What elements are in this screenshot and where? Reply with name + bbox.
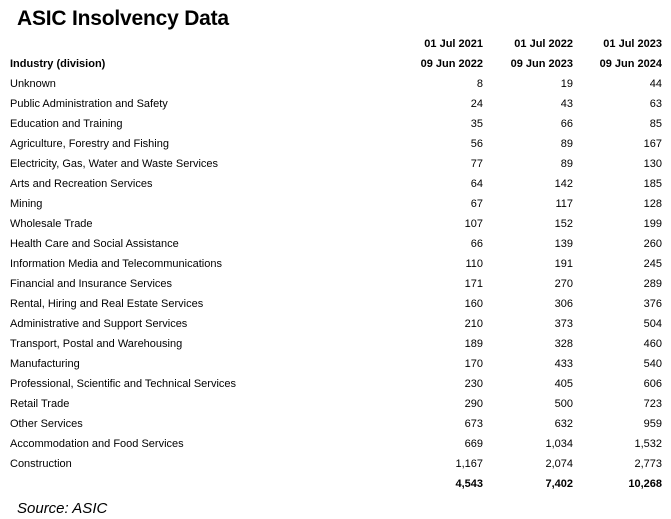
period-2-to: 09 Jun 2023 — [510, 58, 573, 70]
table-row — [10, 434, 662, 454]
period-3-to: 09 Jun 2024 — [599, 58, 662, 70]
period-3-value: 723 — [643, 398, 662, 410]
industry-label: Mining — [10, 198, 43, 210]
industry-label: Accommodation and Food Services — [10, 438, 184, 450]
period-1-value: 107 — [464, 218, 483, 230]
period-3-value: 199 — [643, 218, 662, 230]
period-3-value: 185 — [643, 178, 662, 190]
period-3-value: 460 — [643, 338, 662, 350]
table-row — [10, 194, 662, 214]
totals-label — [10, 474, 395, 494]
period-1-from: 01 Jul 2021 — [424, 38, 483, 50]
period-3-from: 01 Jul 2023 — [603, 38, 662, 50]
period-2-value: 117 — [555, 198, 573, 210]
period-1-value: 1,167 — [455, 458, 483, 470]
table-row — [10, 214, 662, 234]
period-1-value: 110 — [465, 258, 483, 270]
period-3-value: 63 — [649, 98, 662, 110]
period-2-value: 632 — [554, 418, 573, 430]
industry-label: Electricity, Gas, Water and Waste Services — [10, 158, 219, 170]
period-2-value: 152 — [554, 218, 573, 230]
period-3-value: 2,773 — [634, 458, 662, 470]
period-3-value: 245 — [643, 258, 662, 270]
industry-column-header: Industry (division) — [10, 58, 106, 70]
table-row — [10, 314, 662, 334]
table-row — [10, 294, 662, 314]
header-row-to — [10, 54, 662, 74]
table-body — [10, 74, 662, 474]
source-note: Source: ASIC — [17, 500, 108, 517]
period-2-value: 191 — [554, 258, 573, 270]
industry-label: Health Care and Social Assistance — [10, 238, 179, 250]
period-3-value: 130 — [643, 158, 662, 170]
period-3-value: 376 — [643, 298, 662, 310]
totals-row — [10, 474, 662, 494]
table-row — [10, 74, 662, 94]
industry-label: Administrative and Support Services — [10, 318, 188, 330]
period-2-value: 433 — [554, 358, 573, 370]
period-1-value: 170 — [464, 358, 483, 370]
period-1-value: 669 — [464, 438, 483, 450]
table-row — [10, 354, 662, 374]
industry-label: Other Services — [10, 418, 83, 430]
industry-label: Transport, Postal and Warehousing — [10, 338, 183, 350]
period-3-value: 260 — [643, 238, 662, 250]
industry-label: Rental, Hiring and Real Estate Services — [10, 298, 204, 310]
table-row — [10, 114, 662, 134]
total-period-2: 7,402 — [545, 478, 573, 490]
period-1-value: 66 — [470, 238, 483, 250]
period-2-from: 01 Jul 2022 — [514, 38, 573, 50]
period-1-value: 160 — [464, 298, 483, 310]
industry-label: Retail Trade — [10, 398, 70, 410]
industry-label: Manufacturing — [10, 358, 80, 370]
period-2-value: 66 — [560, 118, 573, 130]
period-1-value: 210 — [464, 318, 483, 330]
table-row — [10, 374, 662, 394]
table-row — [10, 414, 662, 434]
period-2-value: 89 — [560, 138, 573, 150]
period-3-value: 128 — [643, 198, 662, 210]
period-2-value: 142 — [554, 178, 573, 190]
period-1-value: 673 — [464, 418, 483, 430]
period-3-value: 85 — [649, 118, 662, 130]
table-row — [10, 254, 662, 274]
period-3-value: 959 — [643, 418, 662, 430]
table-row — [10, 274, 662, 294]
table-row — [10, 234, 662, 254]
industry-label: Information Media and Telecommunications — [10, 258, 222, 270]
period-2-value: 500 — [554, 398, 573, 410]
period-3-value: 289 — [643, 278, 662, 290]
period-1-value: 171 — [464, 278, 483, 290]
period-1-value: 77 — [470, 158, 483, 170]
period-2-value: 328 — [554, 338, 573, 350]
period-3-value: 540 — [643, 358, 662, 370]
total-period-3: 10,268 — [628, 478, 662, 490]
table-row — [10, 154, 662, 174]
period-2-value: 270 — [554, 278, 573, 290]
table-row — [10, 94, 662, 114]
industry-label: Agriculture, Forestry and Fishing — [10, 138, 169, 150]
industry-label: Unknown — [10, 78, 56, 90]
period-2-value: 1,034 — [545, 438, 573, 450]
period-2-value: 19 — [560, 78, 573, 90]
period-1-value: 290 — [464, 398, 483, 410]
industry-label: Education and Training — [10, 118, 123, 130]
period-3-value: 167 — [643, 138, 662, 150]
period-3-value: 606 — [643, 378, 662, 390]
industry-label: Public Administration and Safety — [10, 98, 168, 110]
period-1-value: 56 — [470, 138, 483, 150]
period-2-value: 306 — [554, 298, 573, 310]
period-1-value: 64 — [470, 178, 483, 190]
insolvency-table — [10, 34, 662, 494]
period-1-value: 230 — [464, 378, 483, 390]
industry-label: Financial and Insurance Services — [10, 278, 173, 290]
period-3-value: 44 — [649, 78, 662, 90]
industry-label: Arts and Recreation Services — [10, 178, 153, 190]
industry-label: Professional, Scientific and Technical Services — [10, 378, 237, 390]
industry-label: Construction — [10, 458, 72, 470]
period-1-to: 09 Jun 2022 — [420, 58, 483, 70]
period-2-value: 89 — [560, 158, 573, 170]
period-1-value: 8 — [476, 78, 483, 90]
table-row — [10, 394, 662, 414]
period-2-value: 139 — [554, 238, 573, 250]
header-row-from — [10, 34, 662, 54]
table-row — [10, 454, 662, 474]
table-row — [10, 334, 662, 354]
header-spacer — [10, 34, 395, 54]
period-1-value: 67 — [470, 198, 483, 210]
period-1-value: 24 — [470, 98, 483, 110]
period-1-value: 189 — [464, 338, 483, 350]
period-2-value: 43 — [560, 98, 573, 110]
page-title: ASIC Insolvency Data — [17, 7, 229, 30]
total-period-1: 4,543 — [455, 478, 483, 490]
period-3-value: 1,532 — [634, 438, 662, 450]
period-1-value: 35 — [470, 118, 483, 130]
industry-label: Wholesale Trade — [10, 218, 93, 230]
table-row — [10, 134, 662, 154]
period-2-value: 373 — [554, 318, 573, 330]
period-2-value: 405 — [554, 378, 573, 390]
period-2-value: 2,074 — [545, 458, 573, 470]
period-3-value: 504 — [643, 318, 662, 330]
table-row — [10, 174, 662, 194]
